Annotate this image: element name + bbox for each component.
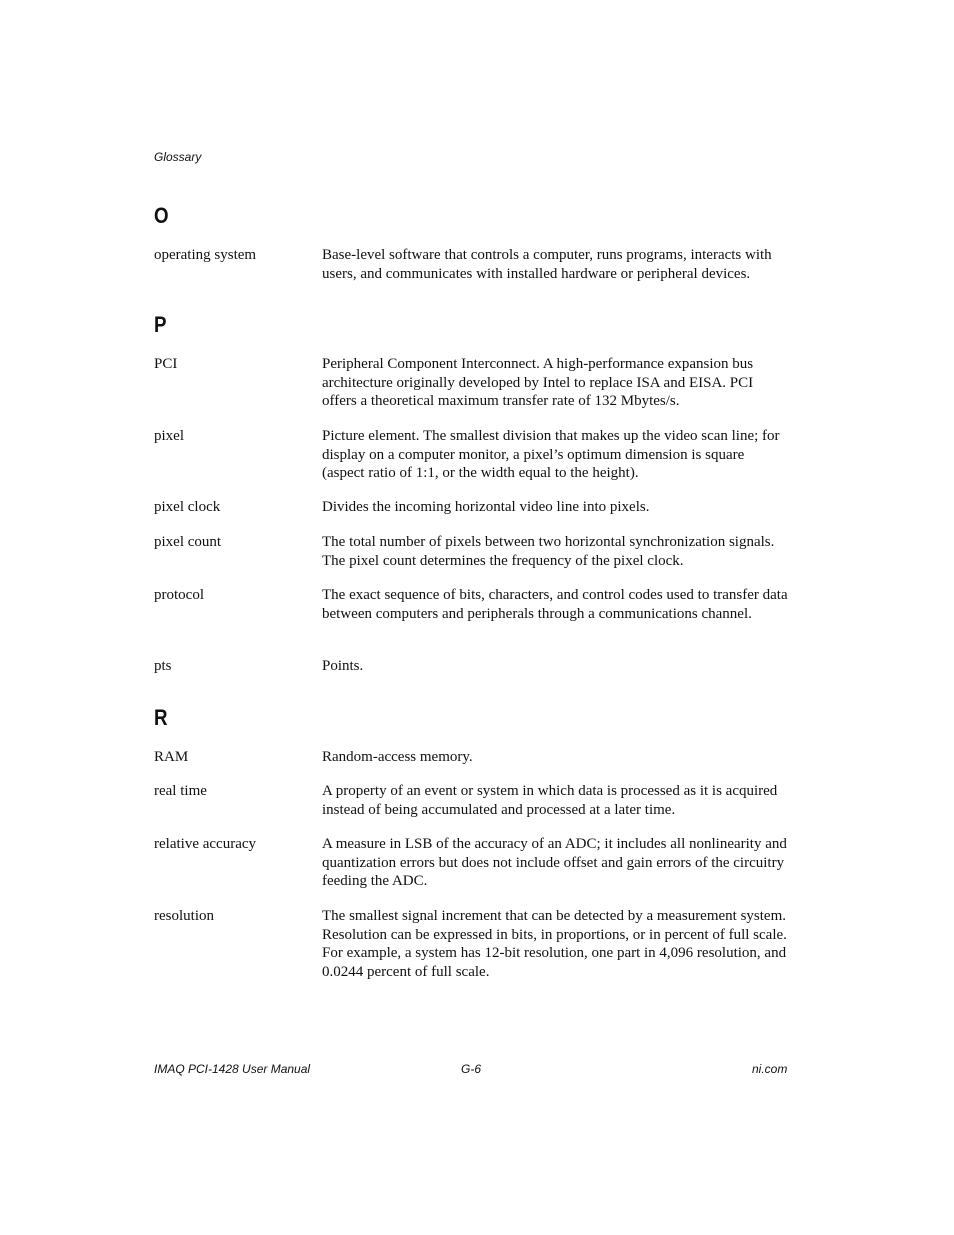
glossary-term: resolution [154, 908, 214, 924]
glossary-term: pixel count [154, 534, 222, 550]
glossary-definition: Divides the incoming horizontal video line into pixels. [322, 499, 650, 515]
glossary-term: RAM [154, 749, 189, 765]
glossary-definition: A property of an event or system in which data is processed as it is acquired instead of being accumulated and processed at a later time. [322, 783, 778, 818]
footer-manual-title: IMAQ PCI-1428 User Manual [154, 1062, 311, 1076]
section-letter-p: P [154, 312, 167, 337]
glossary-definition: Peripheral Component Interconnect. A high-performance expansion bus architecture originally developed by Intel to replace ISA and EISA. PCI offers a theoretical maximum transfer rate of 132 Mbytes/s. [322, 356, 754, 410]
section-letter-o: O [154, 203, 169, 228]
glossary-term: protocol [154, 587, 204, 603]
glossary-definition: A measure in LSB of the accuracy of an ADC; it includes all nonlinearity and quantization errors but does not include offset and gain errors of the circuitry feeding the ADC. [322, 836, 787, 890]
glossary-definition: The exact sequence of bits, characters, and control codes used to transfer data between computers and peripherals through a communications channel. [322, 587, 788, 622]
section-letter-r: R [154, 705, 168, 730]
glossary-term: relative accuracy [154, 836, 257, 852]
glossary-term: operating system [154, 247, 257, 263]
footer-website: ni.com [752, 1062, 788, 1076]
glossary-definition: Base-level software that controls a computer, runs programs, interacts with users, and communicates with installed hardware or peripheral devices. [322, 247, 772, 282]
glossary-definition: Points. [322, 658, 364, 674]
running-header: Glossary [154, 150, 202, 164]
glossary-definition: Random-access memory. [322, 749, 473, 765]
glossary-term: real time [154, 783, 207, 799]
glossary-term: pixel [154, 428, 184, 444]
glossary-definition: Picture element. The smallest division that makes up the video scan line; for display on a computer monitor, a pixel’s optimum dimension is square (aspect ratio of 1:1, or the width equal to the height). [322, 428, 780, 482]
glossary-definition: The total number of pixels between two horizontal synchronization signals. The pixel count determines the frequency of the pixel clock. [322, 534, 775, 569]
footer-page-number: G-6 [461, 1062, 482, 1076]
glossary-definition: The smallest signal increment that can be detected by a measurement system. Resolution can be expressed in bits, in proportions, or in percent of full scale. For example, a system has 12-bit resolution, one part in 4,096 resolution, and 0.0244 percent of full scale. [322, 908, 787, 981]
glossary-term: PCI [154, 356, 178, 372]
glossary-term: pts [154, 658, 172, 674]
glossary-term: pixel clock [154, 499, 221, 515]
